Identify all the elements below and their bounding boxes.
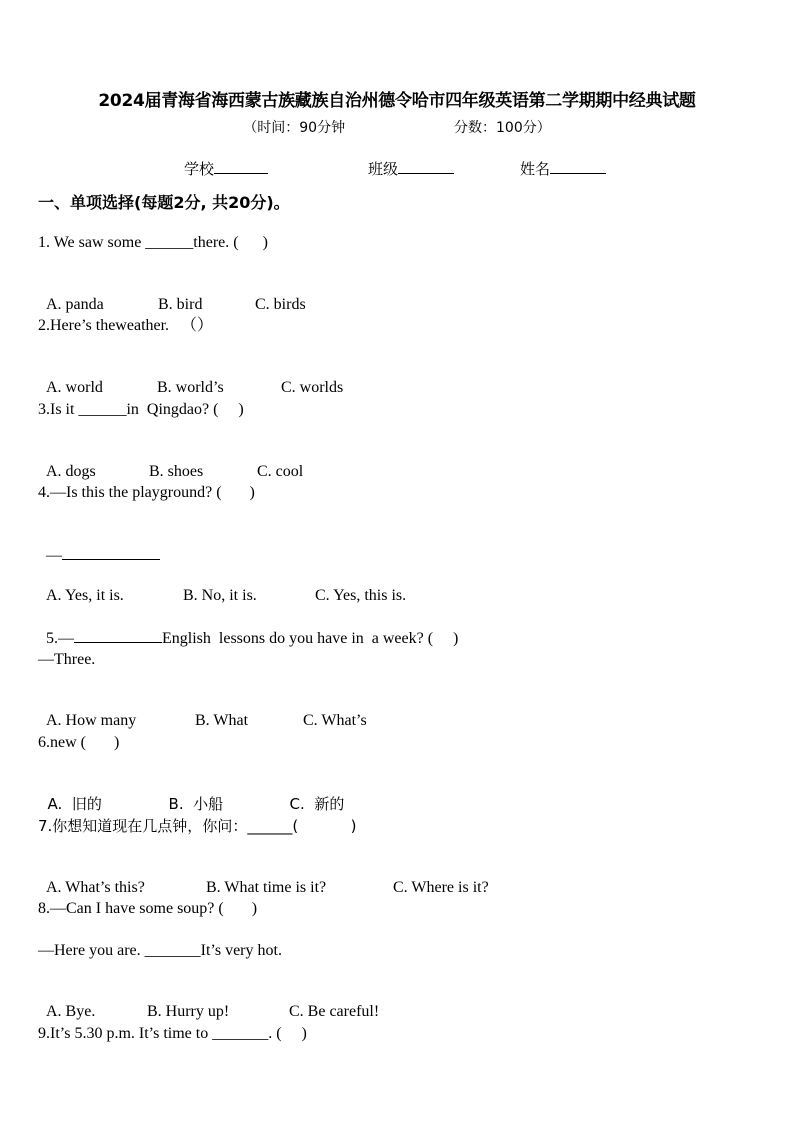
options-8 (38, 982, 379, 1022)
question-3: 3.Is it ______in Qingdao? ( ) (38, 401, 244, 418)
option-a: A. dogs (46, 463, 96, 480)
option-b: B. Hurry up! (147, 1003, 230, 1020)
time-limit: （时间：90分钟 (243, 120, 346, 136)
options-3 (38, 442, 303, 482)
total-score: 分数：100分） (454, 120, 551, 136)
option-a: A. 旧的 (47, 795, 102, 813)
question-1: 1. We saw some ______there. ( ) (38, 234, 268, 251)
option-a: A. Bye. (46, 1003, 96, 1020)
options-2 (38, 358, 343, 398)
class-blank (398, 159, 454, 174)
answer-line-4: — (38, 525, 160, 566)
school-field (184, 158, 268, 179)
options-7 (38, 858, 489, 898)
answer-blank (74, 628, 162, 643)
option-c: C. Where is it? (393, 879, 489, 896)
options-5 (38, 691, 367, 731)
option-c: C. birds (255, 296, 306, 313)
school-label: 学校 (184, 160, 215, 178)
page-title: 2024届青海省海西蒙古族藏族自治州德令哈市四年级英语第二学期期中经典试题 (98, 91, 696, 111)
question-6: 6.new ( ) (38, 734, 120, 751)
name-field (520, 158, 606, 179)
question-2: 2.Here’s theweather. （） (38, 317, 214, 334)
name-label: 姓名 (520, 160, 551, 178)
option-b: B. No, it is. (183, 587, 257, 604)
option-c: C. What’s (303, 712, 367, 729)
option-c: C. cool (257, 463, 304, 480)
option-a: A. How many (46, 712, 137, 729)
options-6 (38, 774, 344, 814)
option-a: A. What’s this? (46, 879, 145, 896)
question-9: 9.It’s 5.30 p.m. It’s time to _______. ( ) (38, 1025, 307, 1042)
option-a: A. Yes, it is. (46, 587, 124, 604)
exam-meta (0, 117, 794, 137)
name-blank (550, 159, 606, 174)
section-heading: 一、单项选择(每题2分, 共20分)。 (38, 193, 290, 212)
option-c: C. worlds (281, 379, 344, 396)
answer-line-8: —Here you are. _______It’s very hot. (38, 942, 282, 959)
option-a: A. world (46, 379, 103, 396)
class-field (368, 158, 454, 179)
option-b: B. shoes (149, 463, 204, 480)
option-c: C. Be careful! (289, 1003, 380, 1020)
option-c: C. Yes, this is. (315, 587, 407, 604)
option-b: B. 小船 (168, 795, 224, 813)
option-c: C. 新的 (289, 795, 345, 813)
class-label: 班级 (368, 160, 399, 178)
question-5: 5.— English lessons do you have in a week? ( ) (46, 630, 459, 647)
options-1 (38, 275, 306, 315)
question-7: 7.你想知道现在几点钟，你问：______( ) (38, 817, 357, 835)
options-4 (38, 566, 406, 606)
option-b: B. What (195, 712, 249, 729)
question-4: 4.—Is this the playground? ( ) (38, 484, 255, 501)
option-a: A. panda (46, 296, 104, 313)
option-b: B. bird (158, 296, 203, 313)
answer-blank (62, 545, 160, 560)
option-b: B. world’s (157, 379, 224, 396)
school-blank (214, 159, 268, 174)
option-b: B. What time is it? (206, 879, 327, 896)
question-8: 8.—Can I have some soup? ( ) (38, 900, 258, 917)
answer-line-5: —Three. (38, 651, 96, 668)
